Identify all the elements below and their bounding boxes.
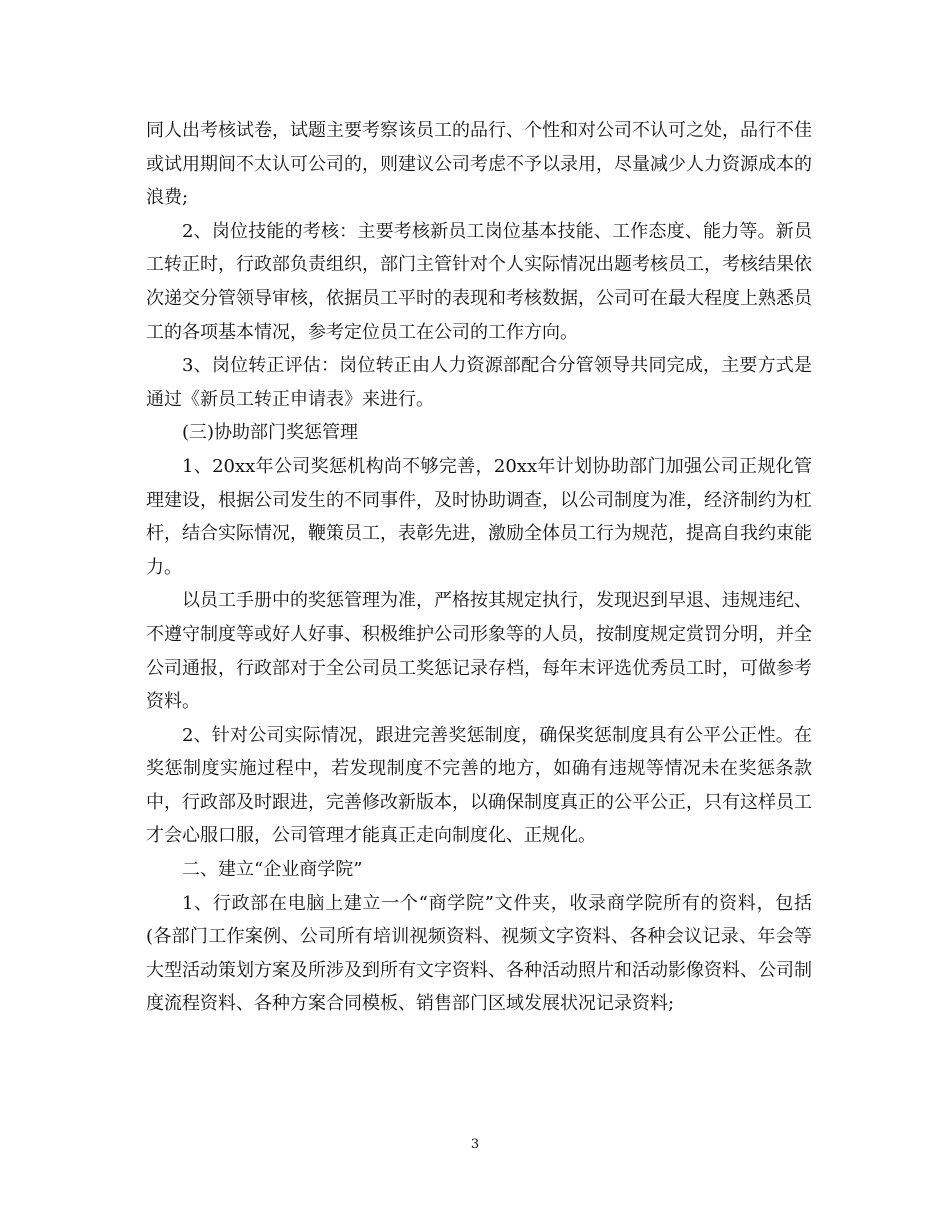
paragraph-employee-handbook-rules: 以员工手册中的奖惩管理为准，严格按其规定执行，发现迟到早退、违规违纪、不遵守制度等或好人好事、积极维护公司形象等的人员，按制度规定赏罚分明，并全公司通报，行政部对于全公司员工奖惩记录存档，每年末评选优秀员工时，可做参考资料。 (146, 590, 812, 713)
paragraph-reward-system-plan: 1、20xx年公司奖惩机构尚不够完善，20xx年计划协助部门加强公司正规化管理建设，根据公司发生的不同事件，及时协助调查，以公司制度为准，经济制约为杠杆，结合实际情况，鞭策员工，表彰先进，激励全体员工行为规范，提高自我约束能力。 (146, 455, 812, 578)
paragraph-position-skill-assessment: 2、岗位技能的考核：主要考核新员工岗位基本技能、工作态度、能力等。新员工转正时，行政部负责组织，部门主管针对个人实际情况出题考核员工，考核结果依次递交分管领导审核，依据员工平时的表现和考核数据，公司可在最大程度上熟悉员工的各项基本情况，参考定位员工在公司的工作方向。 (146, 220, 812, 343)
paragraph-probation-evaluation: 3、岗位转正评估：岗位转正由人力资源部配合分管领导共同完成，主要方式是通过《新员工转正申请表》来进行。 (146, 355, 812, 410)
document-body (146, 114, 812, 1021)
page-number: 3 (470, 1137, 480, 1152)
section-heading-reward-punishment: (三)协助部门奖惩管理 (182, 422, 359, 444)
paragraph-improve-reward-system: 2、针对公司实际情况，跟进完善奖惩制度，确保奖惩制度具有公平公正性。在奖惩制度实施过程中，若发现制度不完善的地方，如确有违规等情况未在奖惩条款中，行政部及时跟进，完善修改新版本，以确保制度真正的公平公正，只有这样员工才会心服口服，公司管理才能真正走向制度化、正规化。 (146, 724, 812, 847)
paragraph-business-school-folder: 1、行政部在电脑上建立一个“商学院”文件夹，收录商学院所有的资料，包括(各部门工作案例、公司所有培训视频资料、视频文字资料、各种会议记录、年会等大型活动策划方案及所涉及到所有文字资料、各种活动照片和活动影像资料、公司制度流程资料、各种方案合同模板、销售部门区域发展状况记录资料; (146, 892, 812, 1015)
paragraph-continuation: 同人出考核试卷，试题主要考察该员工的品行、个性和对公司不认可之处，品行不佳或试用期间不太认可公司的，则建议公司考虑不予以录用，尽量减少人力资源成本的浪费; (146, 120, 812, 209)
section-heading-business-school: 二、建立“企业商学院” (182, 859, 363, 881)
